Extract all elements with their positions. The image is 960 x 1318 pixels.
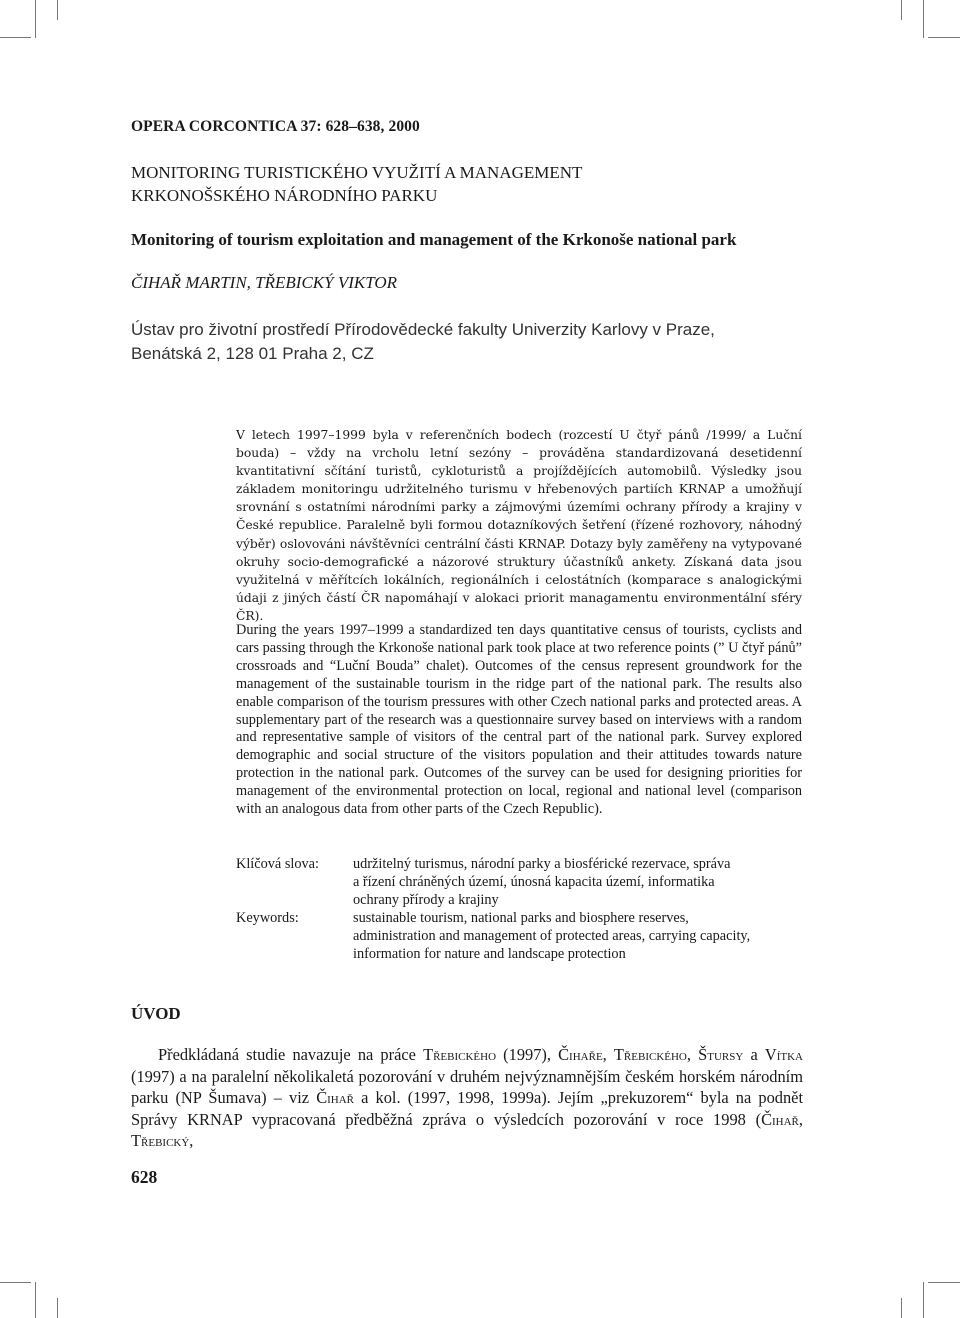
author-name: Třebický [131,1131,190,1150]
intro-paragraph [131,1044,803,1152]
keywords-english-values [353,910,813,964]
text-run: Předkládaná studie navazuje na práce [158,1045,424,1064]
text-run: , [686,1045,699,1064]
title-line-2: KRKONOŠSKÉHO NÁRODNÍHO PARKU [131,186,438,205]
abstract-english: During the years 1997–1999 a standardized ten days quantitative census of tourists, cyclists and cars passing through the Krkonoše national park took place at two reference points (” U čtyř pánů” crossroads and “Luční Bouda” chalet). Outcomes of the census represent groundwork for the management of the sustainable tourism in the ridge part of the national park. The results also enable comparison of the tourism pressures with other Czech national parks and protected areas. A supplementary part of the research was a questionnaire survey based on interviews with a random and representative sample of visitors of the central part of the national park. Survey explored demographic and social structure of the visitors population and their attitudes towards nature protection in the national park. Outcomes of the survey can be used for designing priorities for management of the environmental protection on local, regional and national level (comparison with an analogous data from other parts of the Czech Republic). [236,622,802,818]
crop-mark-bottom-left-v2 [57,1298,58,1318]
text-run: , [602,1045,614,1064]
author-name: Čihaře [558,1045,603,1064]
abstract-czech: V letech 1997–1999 byla v referenčních bodech (rozcestí U čtyř pánů /1999/ a Luční bouda) – vždy na vrcholu letní sezóny – prováděna standardizovaná desetidenní kvantitativní sčítání turistů, cykloturistů a projíždějících automobilů. Výsledky jsou základem monitoringu udržitelného turismu v hřebenových partiích KRNAP a umožňují srovnání s ostatními národními parky a zájmovými územími ochrany přírody a krajiny v České republice. Paralelně byli formou dotazníkových šetření (řízené rozhovory, náhodný výběr) oslovováni návštěvníci centrální části KRNAP. Dotazy byly zaměřeny na vytypované okruhy socio-demografické a názorové struktury účastníků ankety. Získaná data jsou využitelná v měřítcích lokálních, regionálních i celostátních (komparace s analogickými údaji z jiných částí ČR napomáhají v alokaci priorit managamentu environmentální sféry ČR). [236,428,802,623]
keywords-czech-line: udržitelný turismus, národní parky a biosférické rezervace, správa [353,856,731,872]
paper-title-english: Monitoring of tourism exploitation and management of the Krkonoše national park [131,230,737,249]
section-heading: ÚVOD [131,1004,181,1023]
keywords-czech-line: ochrany přírody a krajiny [353,891,499,908]
keywords-czech-line: a řízení chráněných území, únosná kapacita území, informatika [353,873,715,890]
keywords-english-line: information for nature and landscape protection [353,945,626,962]
text-run: a [743,1045,765,1064]
authors: ČIHAŘ MARTIN, TŘEBICKÝ VIKTOR [131,273,398,292]
journal-citation: OPERA CORCONTICA 37: 628–638, 2000 [131,118,420,135]
text-run: (1997), [496,1045,559,1064]
title-line-1: MONITORING TURISTICKÉHO VYUŽITÍ A MANAGEMENT [131,163,583,182]
affiliation [131,318,831,366]
keywords-english-line: administration and management of protected areas, carrying capacity, [353,927,751,944]
crop-mark-bottom-left-h [0,1282,31,1283]
author-name: Štursy [698,1045,744,1064]
crop-mark-top-left-h [0,37,31,38]
paper-title-czech [131,161,831,207]
intro-text [131,1044,803,1152]
crop-mark-top-left-v [35,0,36,38]
author-name: Vítka [764,1045,803,1064]
crop-mark-bottom-left-v [35,1282,36,1318]
author-name: Čihař [761,1109,799,1129]
crop-mark-top-right-v [923,0,924,38]
affiliation-line-2: Benátská 2, 128 01 Praha 2, CZ [131,344,374,363]
crop-mark-top-left-v2 [57,0,58,20]
text-run: (1997) a na paralelní několikaletá pozorování v druhém nejvýznamnějším českém horském národním parku (NP Šumava) – viz [131,1066,803,1107]
keywords-english-label: Keywords: [236,910,299,926]
crop-mark-bottom-right-v [923,1282,924,1318]
crop-mark-top-right-v2 [901,0,902,20]
keywords-czech-label: Klíčová slova: [236,856,319,872]
author-name: Třebického [613,1045,687,1064]
keywords-english-line: sustainable tourism, national parks and biosphere reserves, [353,910,689,926]
keywords-czech-values [353,856,813,910]
text-run: a kol. (1997, 1998, 1999a). Jejím „prekuzorem“ byla na podnět Správy KRNAP vypracovaná předběžná zpráva o výsledcích pozorování v roce 1998 ( [131,1088,803,1129]
crop-mark-top-right-h [928,37,960,38]
author-name: Třebického [423,1045,497,1064]
crop-mark-bottom-right-h [928,1282,960,1283]
page-number: 628 [131,1167,158,1187]
author-name: Čihař [316,1088,355,1107]
affiliation-line-1: Ústav pro životní prostředí Přírodovědecké fakulty Univerzity Karlovy v Praze, [131,320,715,339]
text-run: , [189,1131,194,1150]
crop-mark-bottom-right-v2 [901,1298,902,1318]
text-run: , [798,1109,803,1129]
